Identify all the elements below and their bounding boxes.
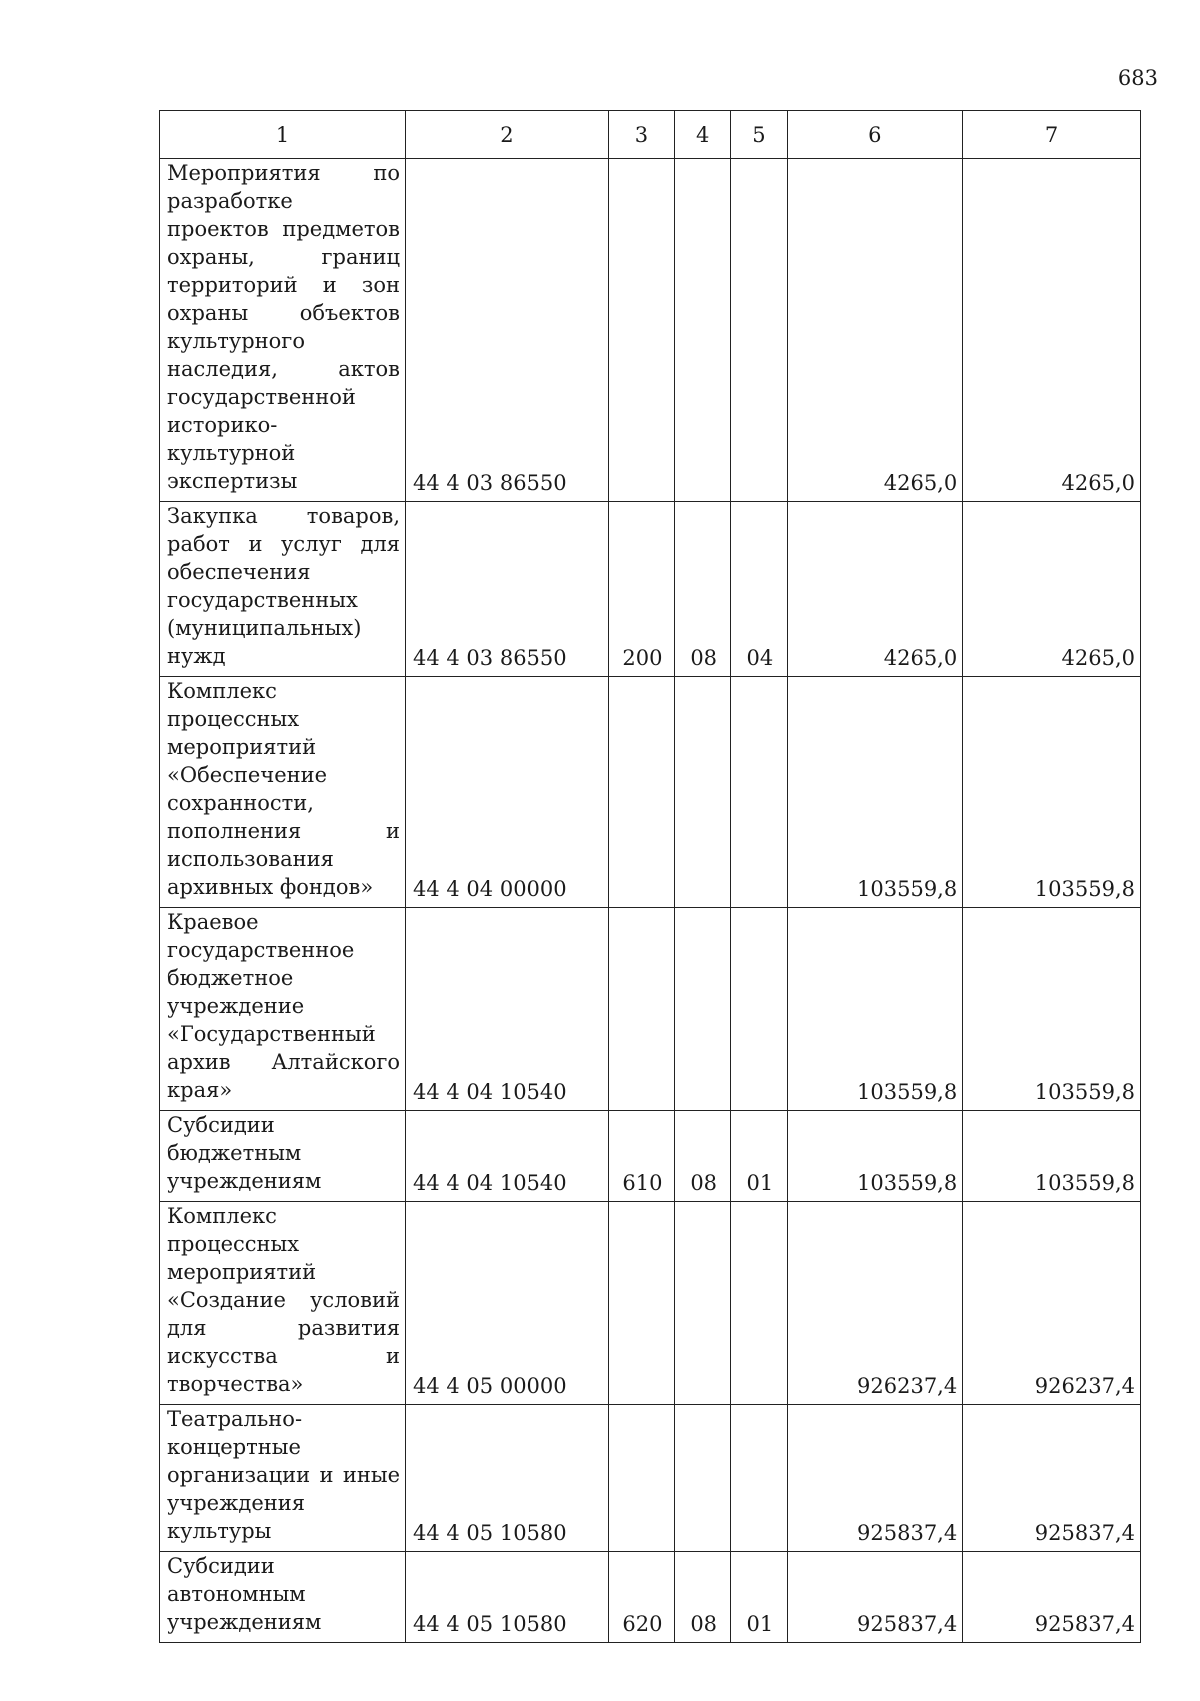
row-col5-cell — [731, 908, 787, 1111]
row-col4-cell — [675, 677, 731, 908]
row-col4-cell: 08 — [675, 502, 731, 677]
column-header: 3 — [608, 111, 674, 159]
row-col5-cell — [731, 1405, 787, 1552]
row-code-cell: 44 4 04 10540 — [406, 1111, 609, 1202]
row-col7-cell: 103559,8 — [963, 908, 1141, 1111]
row-code-cell: 44 4 05 10580 — [406, 1552, 609, 1643]
row-name-cell: Театрально-концертные организации и иные учреждения культуры — [160, 1405, 406, 1552]
row-col6-cell: 4265,0 — [787, 159, 963, 502]
row-col5-cell: 04 — [731, 502, 787, 677]
table-row — [160, 159, 1141, 502]
row-name-cell: Комплекс процессных мероприятий «Создание условий для развития искусства и творчества» — [160, 1202, 406, 1405]
row-col3-cell — [608, 908, 674, 1111]
column-header: 2 — [406, 111, 609, 159]
row-col4-cell: 08 — [675, 1111, 731, 1202]
page-number: 683 — [1117, 66, 1158, 90]
row-col3-cell — [608, 159, 674, 502]
row-col3-cell: 620 — [608, 1552, 674, 1643]
table-row — [160, 1552, 1141, 1643]
row-col7-cell: 103559,8 — [963, 677, 1141, 908]
row-col6-cell: 103559,8 — [787, 908, 963, 1111]
row-col5-cell: 01 — [731, 1552, 787, 1643]
row-name-cell: Мероприятия по разработке проектов предметов охраны, границ территорий и зон охраны объектов культурного наследия, актов государственной историко-культурной экспертизы — [160, 159, 406, 502]
budget-table — [159, 110, 1141, 1643]
row-col3-cell: 200 — [608, 502, 674, 677]
row-col6-cell: 4265,0 — [787, 502, 963, 677]
row-col6-cell: 925837,4 — [787, 1405, 963, 1552]
row-col4-cell — [675, 159, 731, 502]
row-col4-cell — [675, 1202, 731, 1405]
row-col7-cell: 103559,8 — [963, 1111, 1141, 1202]
row-name-cell: Комплекс процессных мероприятий «Обеспечение сохранности, пополнения и использования архивных фондов» — [160, 677, 406, 908]
column-header: 5 — [731, 111, 787, 159]
header-row — [160, 111, 1141, 159]
row-code-cell: 44 4 04 00000 — [406, 677, 609, 908]
row-name-cell: Субсидии автономным учреждениям — [160, 1552, 406, 1643]
row-col5-cell — [731, 677, 787, 908]
table-row — [160, 1202, 1141, 1405]
row-col6-cell: 103559,8 — [787, 677, 963, 908]
table-row — [160, 1405, 1141, 1552]
row-code-cell: 44 4 04 10540 — [406, 908, 609, 1111]
table-row — [160, 677, 1141, 908]
row-code-cell: 44 4 05 00000 — [406, 1202, 609, 1405]
row-code-cell: 44 4 03 86550 — [406, 502, 609, 677]
row-col6-cell: 925837,4 — [787, 1552, 963, 1643]
row-code-cell: 44 4 03 86550 — [406, 159, 609, 502]
table-header — [160, 111, 1141, 159]
row-col4-cell — [675, 908, 731, 1111]
row-col7-cell: 926237,4 — [963, 1202, 1141, 1405]
row-col6-cell: 103559,8 — [787, 1111, 963, 1202]
row-col7-cell: 925837,4 — [963, 1405, 1141, 1552]
row-code-cell: 44 4 05 10580 — [406, 1405, 609, 1552]
table-row — [160, 1111, 1141, 1202]
row-col7-cell: 925837,4 — [963, 1552, 1141, 1643]
table-row — [160, 908, 1141, 1111]
row-col5-cell — [731, 159, 787, 502]
table-row — [160, 502, 1141, 677]
row-col4-cell — [675, 1405, 731, 1552]
row-col3-cell: 610 — [608, 1111, 674, 1202]
row-col4-cell: 08 — [675, 1552, 731, 1643]
column-header: 1 — [160, 111, 406, 159]
row-col7-cell: 4265,0 — [963, 159, 1141, 502]
row-name-cell: Краевое государственное бюджетное учреждение «Государственный архив Алтайского края» — [160, 908, 406, 1111]
row-col5-cell — [731, 1202, 787, 1405]
column-header: 4 — [675, 111, 731, 159]
row-name-cell: Закупка товаров, работ и услуг для обеспечения государственных (муниципальных) нужд — [160, 502, 406, 677]
column-header: 7 — [963, 111, 1141, 159]
table-body — [160, 159, 1141, 1643]
row-col3-cell — [608, 1202, 674, 1405]
row-col3-cell — [608, 677, 674, 908]
row-col7-cell: 4265,0 — [963, 502, 1141, 677]
column-header: 6 — [787, 111, 963, 159]
row-col3-cell — [608, 1405, 674, 1552]
row-col6-cell: 926237,4 — [787, 1202, 963, 1405]
row-col5-cell: 01 — [731, 1111, 787, 1202]
row-name-cell: Субсидии бюджетным учреждениям — [160, 1111, 406, 1202]
